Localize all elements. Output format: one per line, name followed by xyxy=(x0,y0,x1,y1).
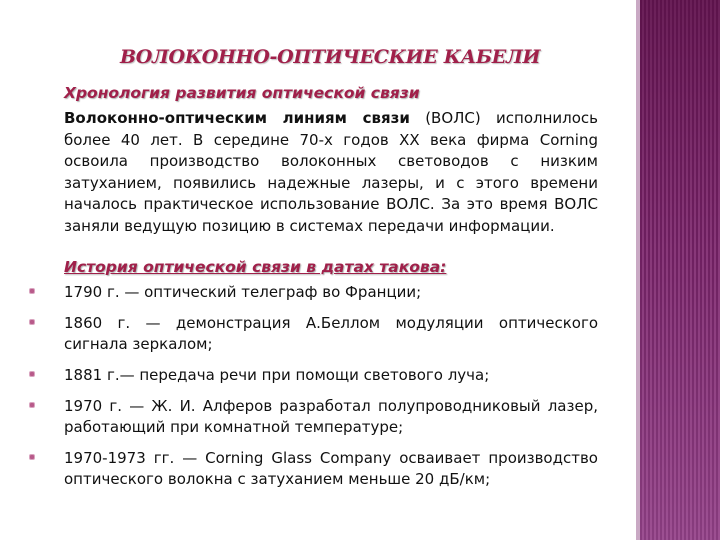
list-item xyxy=(30,313,598,355)
bullet-icon xyxy=(30,320,34,324)
list-item-text: 1881 г.— передача речи при помощи светового луча; xyxy=(64,366,490,384)
list-item xyxy=(30,365,598,386)
intro-paragraph xyxy=(64,108,598,237)
list-item-text: 1860 г. — демонстрация А.Беллом модуляции оптического сигнала зеркалом; xyxy=(64,314,598,353)
slide-subtitle: Хронология развития оптической связи xyxy=(64,84,420,102)
side-decoration-strip xyxy=(640,0,720,540)
intro-bold-text: Волоконно-оптическим линиям связи xyxy=(64,109,410,127)
list-item xyxy=(30,282,598,303)
list-item xyxy=(30,448,598,490)
list-item-text: 1970-1973 гг. — Corning Glass Company осваивает производство оптического волокна с затуханием меньше 20 дБ/км; xyxy=(64,449,598,488)
list-item-text: 1790 г. — оптический телеграф во Франции; xyxy=(64,283,422,301)
bullet-icon xyxy=(30,372,34,376)
history-list xyxy=(30,282,598,500)
list-item-text: 1970 г. — Ж. И. Алферов разработал полупроводниковый лазер, работающий при комнатной температуре; xyxy=(64,397,598,436)
bullet-icon xyxy=(30,455,34,459)
history-heading: История оптической связи в датах такова: xyxy=(64,258,447,276)
list-item xyxy=(30,396,598,438)
bullet-icon xyxy=(30,289,34,293)
slide-title: ВОЛОКОННО-ОПТИЧЕСКИЕ КАБЕЛИ xyxy=(120,46,541,68)
bullet-icon xyxy=(30,403,34,407)
intro-text: (ВОЛС) исполнилось более 40 лет. В середине 70-х годов XX века фирма Corning освоила производство волоконных световодов с низким затуханием, появились надежные лазеры, и с этого времени началось практическое использование ВОЛС. За это время ВОЛС заняли ведущую позицию в системах передачи информации. xyxy=(64,109,598,235)
